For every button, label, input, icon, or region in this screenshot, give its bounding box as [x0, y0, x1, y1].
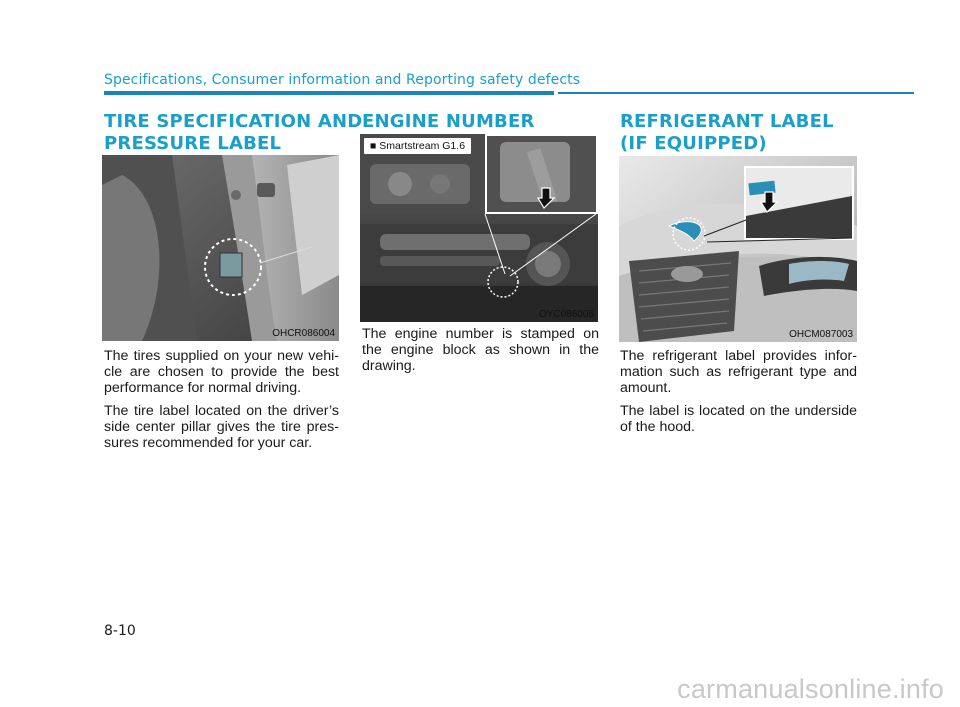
variant-caption: ■ Smartstream G1.6	[364, 138, 471, 154]
tire-label-figure	[102, 155, 339, 341]
figure-code: OYC086005	[538, 309, 594, 320]
engine-number-text	[362, 326, 599, 381]
refrigerant-label-text	[620, 348, 857, 441]
running-header: Specifications, Consumer information and Reporting safety defects	[104, 72, 581, 88]
engine-number-figure	[360, 134, 598, 322]
header-rule-thin	[558, 92, 914, 94]
tire-label-heading: TIRE SPECIFICATION AND PRESSURE LABEL	[104, 111, 363, 154]
header-rule-thick	[104, 91, 554, 95]
watermark: carmanualsonline.info	[677, 674, 944, 704]
page-number: 8-10	[104, 623, 136, 639]
figure-code: OHCM087003	[789, 329, 853, 340]
paragraph: The refrigerant label provides infor-mation such as refrigerant type and amount.	[620, 348, 857, 397]
paragraph: The label is located on the underside of the hood.	[620, 402, 857, 435]
paragraph: The tires supplied on your new vehi-cle are chosen to provide the best performance for normal driving.	[104, 348, 339, 397]
paragraph: The engine number is stamped on the engine block as shown in the drawing.	[362, 326, 599, 375]
paragraph: The tire label located on the driver’s side center pillar gives the tire pres-sures recommended for your car.	[104, 402, 339, 452]
refrigerant-label-heading: REFRIGERANT LABEL (IF EQUIPPED)	[620, 111, 834, 154]
engine-number-heading: ENGINE NUMBER	[362, 111, 535, 132]
refrigerant-label-figure	[619, 156, 857, 342]
figure-code: OHCR086004	[272, 328, 335, 339]
tire-label-text	[104, 348, 339, 457]
